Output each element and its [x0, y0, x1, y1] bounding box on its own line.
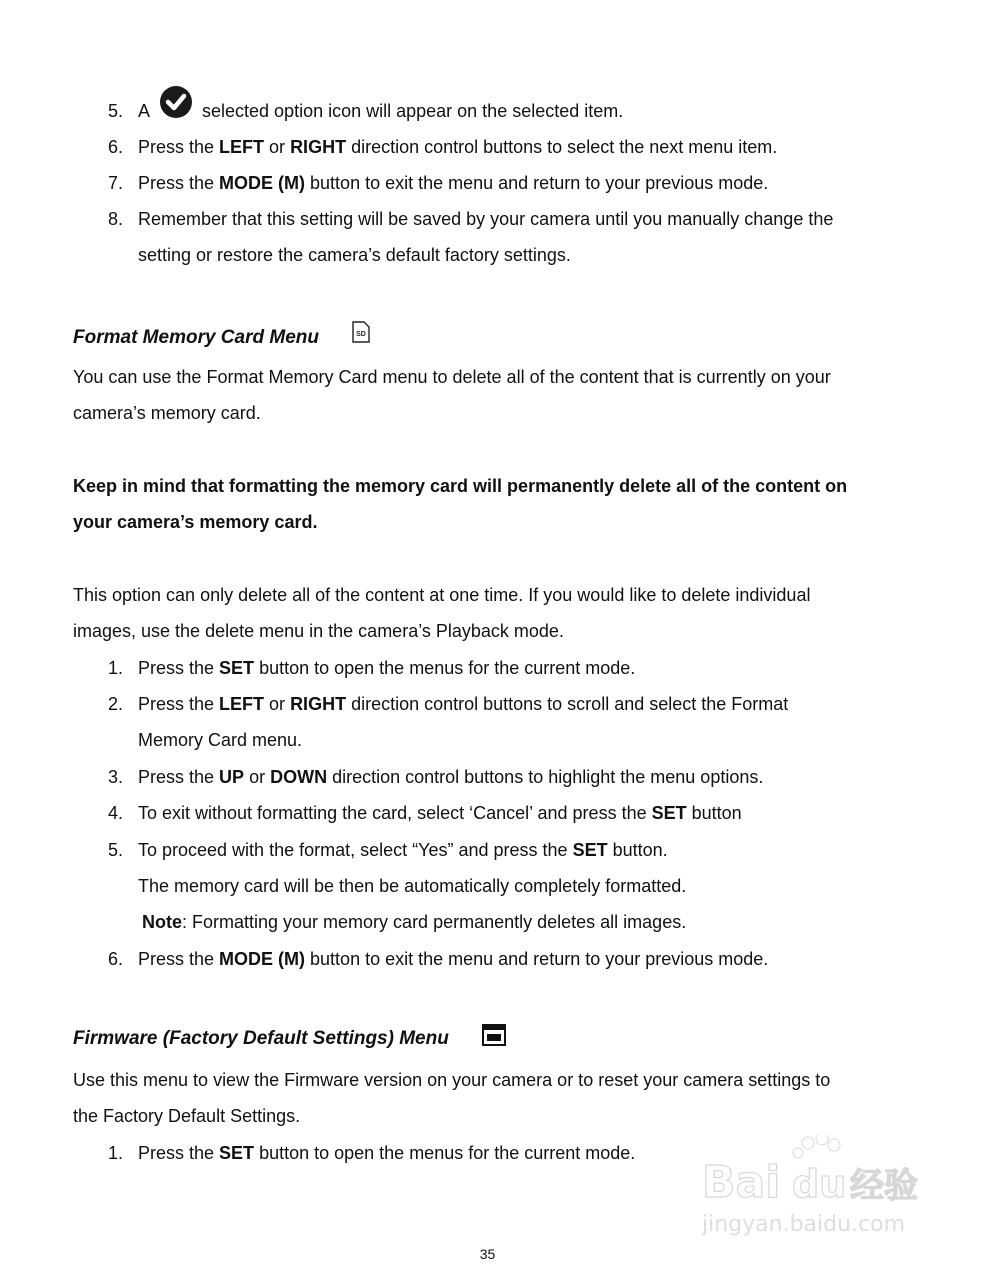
format-intro-line2: camera’s memory card. — [73, 403, 261, 423]
svg-text:du: du — [792, 1162, 847, 1206]
firmware-intro-line2: the Factory Default Settings. — [73, 1106, 301, 1126]
step-number: 1. — [108, 1143, 124, 1163]
format-section-heading: Format Memory Card Menu — [73, 327, 319, 348]
step-number: 5. — [108, 840, 124, 860]
baidu-watermark-logo — [700, 1135, 940, 1245]
step-number: 6. — [108, 949, 124, 969]
format-note-paragraph-line2: images, use the delete menu in the camera’s Playback mode. — [73, 621, 564, 641]
selected-check-icon — [160, 86, 192, 118]
step-number: 7. — [108, 173, 124, 193]
svg-text:经验: 经验 — [850, 1166, 918, 1206]
step-text: Press the MODE (M) button to exit the menu and return to your previous mode. — [138, 173, 769, 193]
step-text: Press the LEFT or RIGHT direction control buttons to scroll and select the Format — [138, 694, 789, 714]
step-number: 8. — [108, 209, 124, 229]
step-text: Press the LEFT or RIGHT direction control buttons to select the next menu item. — [138, 137, 778, 157]
format-intro: You can use the Format Memory Card menu to delete all of the content that is currently on your — [73, 367, 831, 387]
step-text: Press the MODE (M) button to exit the menu and return to your previous mode. — [138, 949, 769, 969]
step-text: Press the SET button to open the menus for the current mode. — [138, 1143, 636, 1163]
firmware-intro: Use this menu to view the Firmware version on your camera or to reset your camera settings to — [73, 1070, 831, 1090]
step-text-line2: The memory card will be then be automatically completely formatted. — [138, 876, 687, 896]
format-warning: Keep in mind that formatting the memory card will permanently delete all of the content on — [73, 476, 848, 496]
sd-card-icon — [352, 321, 370, 348]
firmware-section-heading: Firmware (Factory Default Settings) Menu — [73, 1028, 449, 1049]
step-text-line2: setting or restore the camera’s default factory settings. — [138, 245, 571, 265]
firmware-window-icon — [482, 1024, 506, 1051]
step-text: Press the UP or DOWN direction control buttons to highlight the menu options. — [138, 767, 764, 787]
step-text: Remember that this setting will be saved by your camera until you manually change the — [138, 209, 834, 229]
step-number: 2. — [108, 694, 124, 714]
format-warning-line2: your camera’s memory card. — [73, 512, 318, 532]
step-number: 6. — [108, 137, 124, 157]
step-number: 3. — [108, 767, 124, 787]
step-note: Note: Formatting your memory card permanently deletes all images. — [142, 912, 687, 932]
step-number: 5. — [108, 101, 124, 121]
step-text: To exit without formatting the card, select ‘Cancel’ and press the SET button — [138, 803, 742, 823]
svg-text:jingyan.baidu.com: jingyan.baidu.com — [702, 1212, 906, 1237]
format-note-paragraph: This option can only delete all of the content at one time. If you would like to delete individual — [73, 585, 811, 605]
step-text-continued: selected option icon will appear on the selected item. — [202, 101, 624, 121]
svg-text:Bai: Bai — [702, 1157, 781, 1208]
step-text-line2: Memory Card menu. — [138, 730, 303, 750]
page-number: 35 — [479, 1246, 496, 1262]
step-text: A — [138, 101, 151, 121]
step-number: 4. — [108, 803, 124, 823]
step-text: Press the SET button to open the menus for the current mode. — [138, 658, 636, 678]
svg-text:SD: SD — [356, 331, 366, 338]
step-number: 1. — [108, 658, 124, 678]
step-text: To proceed with the format, select “Yes” and press the SET button. — [138, 840, 668, 860]
